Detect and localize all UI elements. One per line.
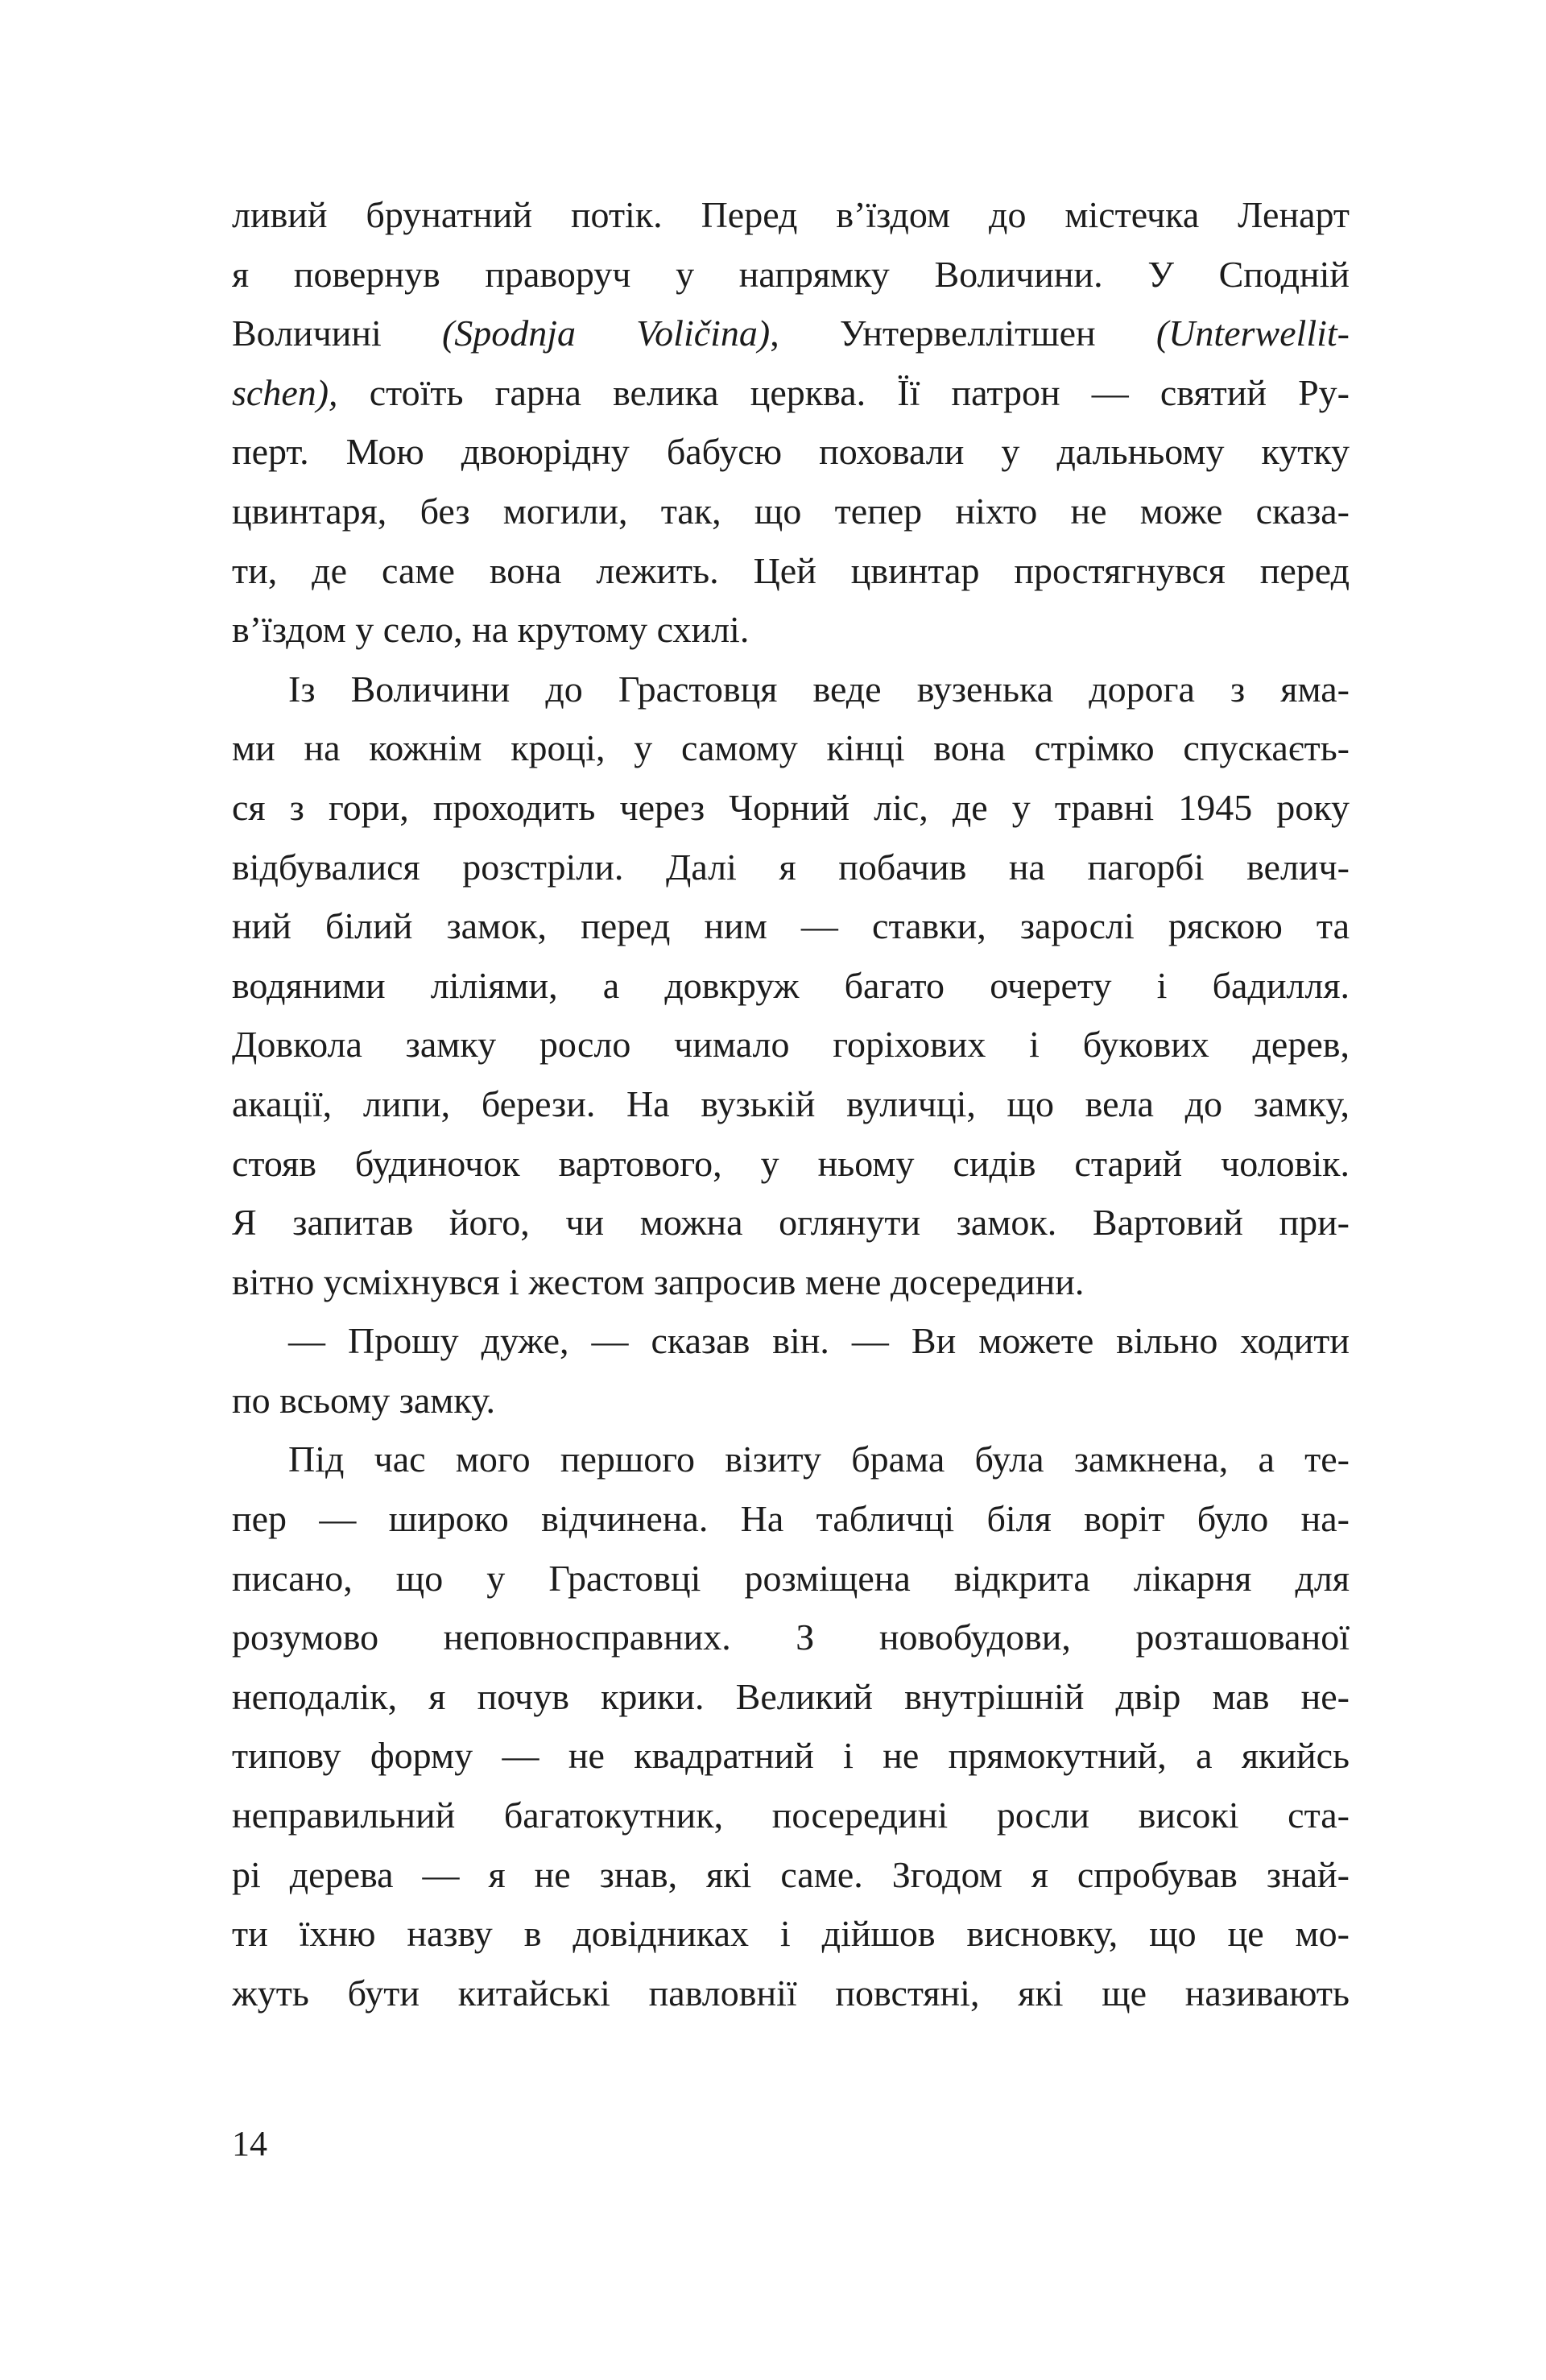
text-segment: акації, липи, берези. На вузькій вуличці, що вела до замку, (232, 1082, 1350, 1124)
text-line (232, 541, 1350, 601)
paragraph (232, 660, 1350, 1312)
text-line (232, 1371, 1350, 1430)
text-segment: ся з гори, проходить через Чорний ліс, де у травні 1945 року (232, 786, 1350, 828)
text-line (232, 1193, 1350, 1252)
text-line (232, 1667, 1350, 1727)
page-text (232, 185, 1350, 2022)
text-segment: Довкола замку росло чимало горіхових і букових дерев, (232, 1024, 1350, 1066)
text-segment: відбувалися розстріли. Далі я побачив на пагорбі велич- (232, 846, 1350, 888)
text-segment: ливий брунатний потік. Перед в’їздом до містечка Ленарт (232, 194, 1350, 235)
text-segment: цвинтаря, без могили, так, що тепер ніхто не може сказа- (232, 490, 1350, 532)
text-line (232, 1252, 1350, 1312)
text-segment: неподалік, я почув крики. Великий внутрішній двір мав не- (232, 1675, 1350, 1717)
text-line (232, 1311, 1350, 1371)
text-segment: перт. Мою двоюрідну бабусю поховали у дальньому кутку (232, 431, 1350, 473)
page-number: 14 (232, 2124, 267, 2163)
text-segment: ми на кожнім кроці, у самому кінці вона стрімко спускаєть- (232, 727, 1350, 769)
text-line (232, 482, 1350, 541)
text-line (232, 1134, 1350, 1194)
text-segment: рі дерева — я не знав, які саме. Згодом я спробував знай- (232, 1853, 1350, 1895)
text-segment: ний білий замок, перед ним — ставки, зарослі ряскою та (232, 905, 1350, 947)
text-line (232, 896, 1350, 956)
text-segment: пер — широко відчинена. На табличці біля воріт було на- (232, 1498, 1350, 1540)
text-line (232, 1549, 1350, 1608)
text-line (232, 363, 1350, 423)
text-segment: писано, що у Грастовці розміщена відкрита лікарня для (232, 1557, 1350, 1599)
text-segment: Із Воличини до Грастовця веде вузенька дорога з яма- (288, 668, 1350, 710)
text-segment: я повернув праворуч у напрямку Воличини. У Сподній (232, 253, 1350, 295)
text-segment: по всьому замку. (232, 1379, 495, 1421)
paragraph (232, 185, 1350, 660)
text-segment: розумово неповносправних. З новобудови, розташованої (232, 1616, 1350, 1658)
text-line (232, 1845, 1350, 1905)
text-line (232, 422, 1350, 482)
text-line (232, 1430, 1350, 1489)
text-line (232, 1074, 1350, 1134)
text-segment: Воличині (232, 313, 442, 354)
text-line (232, 1726, 1350, 1786)
text-line (232, 304, 1350, 363)
text-segment: неправильний багатокутник, посередині росли високі ста- (232, 1794, 1350, 1836)
text-segment: — Прошу дуже, — сказав він. — Ви можете вільно ходити (288, 1320, 1350, 1362)
text-segment: жуть бути китайські павловнії повстяні, які ще називають (232, 1972, 1350, 2014)
italic-text-segment: schen), (232, 371, 338, 413)
text-line (232, 1608, 1350, 1667)
text-line (232, 1904, 1350, 1964)
text-line (232, 185, 1350, 245)
italic-text-segment: (Unterwellit- (1155, 313, 1350, 354)
text-line (232, 1489, 1350, 1549)
text-line (232, 956, 1350, 1016)
text-line (232, 718, 1350, 778)
text-segment: , Унтервеллітшен (770, 313, 1156, 354)
text-segment: стояв будиночок вартового, у ньому сидів старий чоловік. (232, 1142, 1350, 1184)
paragraph (232, 1311, 1350, 1430)
text-segment: в’їздом у село, на крутому схилі. (232, 609, 750, 651)
text-line (232, 1015, 1350, 1074)
text-segment: водяними ліліями, а довкруж багато очерету і бадилля. (232, 964, 1350, 1006)
text-segment: вітно усміхнувся і жестом запросив мене досередини. (232, 1260, 1085, 1302)
text-segment: ти, де саме вона лежить. Цей цвинтар простягнувся перед (232, 549, 1350, 591)
text-line (232, 600, 1350, 660)
italic-text-segment: (Spodnja Voličina) (441, 313, 771, 354)
text-segment: Під час мого першого візиту брама була замкнена, а те- (288, 1438, 1350, 1480)
text-segment: Я запитав його, чи можна оглянути замок. Вартовий при- (232, 1202, 1350, 1244)
text-segment: стоїть гарна велика церква. Її патрон — святий Ру- (337, 371, 1350, 413)
text-line (232, 245, 1350, 304)
text-line (232, 838, 1350, 897)
text-segment: ти їхню назву в довідниках і дійшов висновку, що це мо- (232, 1913, 1350, 1955)
text-line (232, 660, 1350, 719)
text-line (232, 1964, 1350, 2023)
text-line (232, 778, 1350, 838)
text-segment: типову форму — не квадратний і не прямокутний, а якийсь (232, 1735, 1350, 1777)
paragraph (232, 1430, 1350, 2022)
text-line (232, 1786, 1350, 1845)
